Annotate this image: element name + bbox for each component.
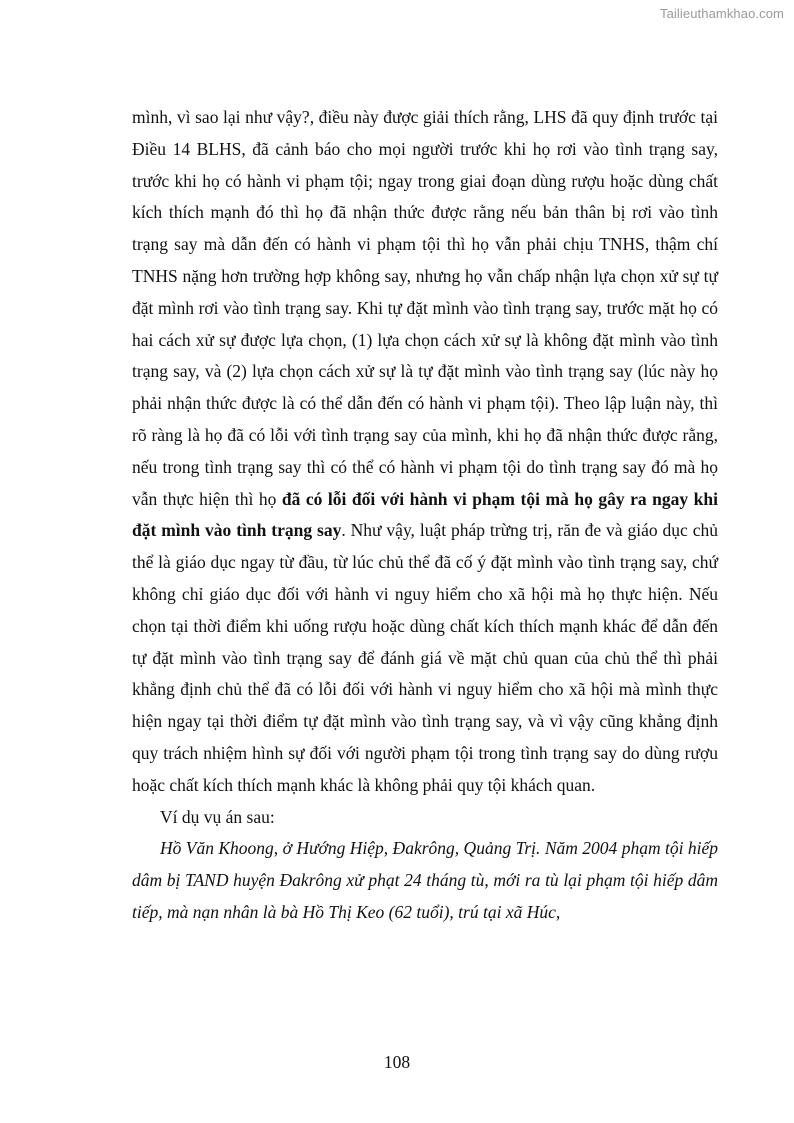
paragraph-text-after: . Như vậy, luật pháp trừng trị, răn đe và giáo dục chủ thể là giáo dục ngay từ đầu, từ lúc chủ thể đã cố ý đặt mình vào tình trạng say, chứ không chỉ giáo dục đối với hành vi nguy hiểm cho xã hội mà họ thực hiện. Nếu chọn tại thời điểm khi uống rượu hoặc dùng chất kích thích mạnh khác để dẫn đến tự đặt mình vào tình trạng say để đánh giá về mặt chủ quan của chủ thể thì phải khẳng định chủ thể đã có lỗi đối với hành vi nguy hiểm cho xã hội mà mình thực hiện ngay tại thời điểm tự đặt mình vào tình trạng say, và vì vậy cũng khẳng định quy trách nhiệm hình sự đối với người phạm tội trong tình trạng say do dùng rượu hoặc chất kích thích mạnh khác là không phải quy tội khách quan. — [132, 520, 718, 795]
document-body — [132, 102, 718, 929]
watermark: Tailieuthamkhao.com — [659, 6, 784, 21]
paragraph-bold-emphasis: đã có lỗi đối với hành vi phạm tội mà họ gây ra ngay khi đặt mình vào tình trạng say — [132, 488, 718, 541]
example-intro: Ví dụ vụ án sau: — [160, 806, 275, 827]
paragraph-text-before: mình, vì sao lại như vậy?, điều này được giải thích rằng, LHS đã quy định trước tại Điều 14 BLHS, đã cảnh báo cho mọi người trước khi họ rơi vào tình trạng say, trước khi họ có hành vi phạm tội; ngay trong giai đoạn dùng rượu hoặc dùng chất kích thích mạnh đó thì họ đã nhận thức được rằng nếu bản thân bị rơi vào tình trạng say mà dẫn đến có hành vi phạm tội thì họ vẫn phải chịu TNHS, thậm chí TNHS nặng hơn trường hợp không say, nhưng họ vẫn chấp nhận lựa chọn xử sự tự đặt mình rơi vào tình trạng say. Khi tự đặt mình vào tình trạng say, trước mặt họ có hai cách xử sự được lựa chọn, (1) lựa chọn cách xử sự là không đặt mình vào tình trạng say, và (2) lựa chọn cách xử sự là tự đặt mình vào tình trạng say (lúc này họ phải nhận thức được là có thể dẫn đến có hành vi phạm tội). Theo lập luận này, thì rõ ràng là họ đã có lỗi với tình trạng say của mình, khi họ đã nhận thức được rằng, nếu trong tình trạng say thì có thể có hành vi phạm tội do tình trạng say đó mà họ vẫn thực hiện thì họ — [132, 107, 718, 509]
case-description: Hồ Văn Khoong, ở Hướng Hiệp, Đakrông, Quảng Trị. Năm 2004 phạm tội hiếp dâm bị TAND huyện Đakrông xử phạt 24 tháng tù, mới ra tù lại phạm tội hiếp dâm tiếp, mà nạn nhân là bà Hồ Thị Keo (62 tuổi), trú tại xã Húc, — [132, 838, 718, 922]
paragraph-argument — [132, 102, 718, 802]
page-number: 108 — [383, 1052, 411, 1072]
